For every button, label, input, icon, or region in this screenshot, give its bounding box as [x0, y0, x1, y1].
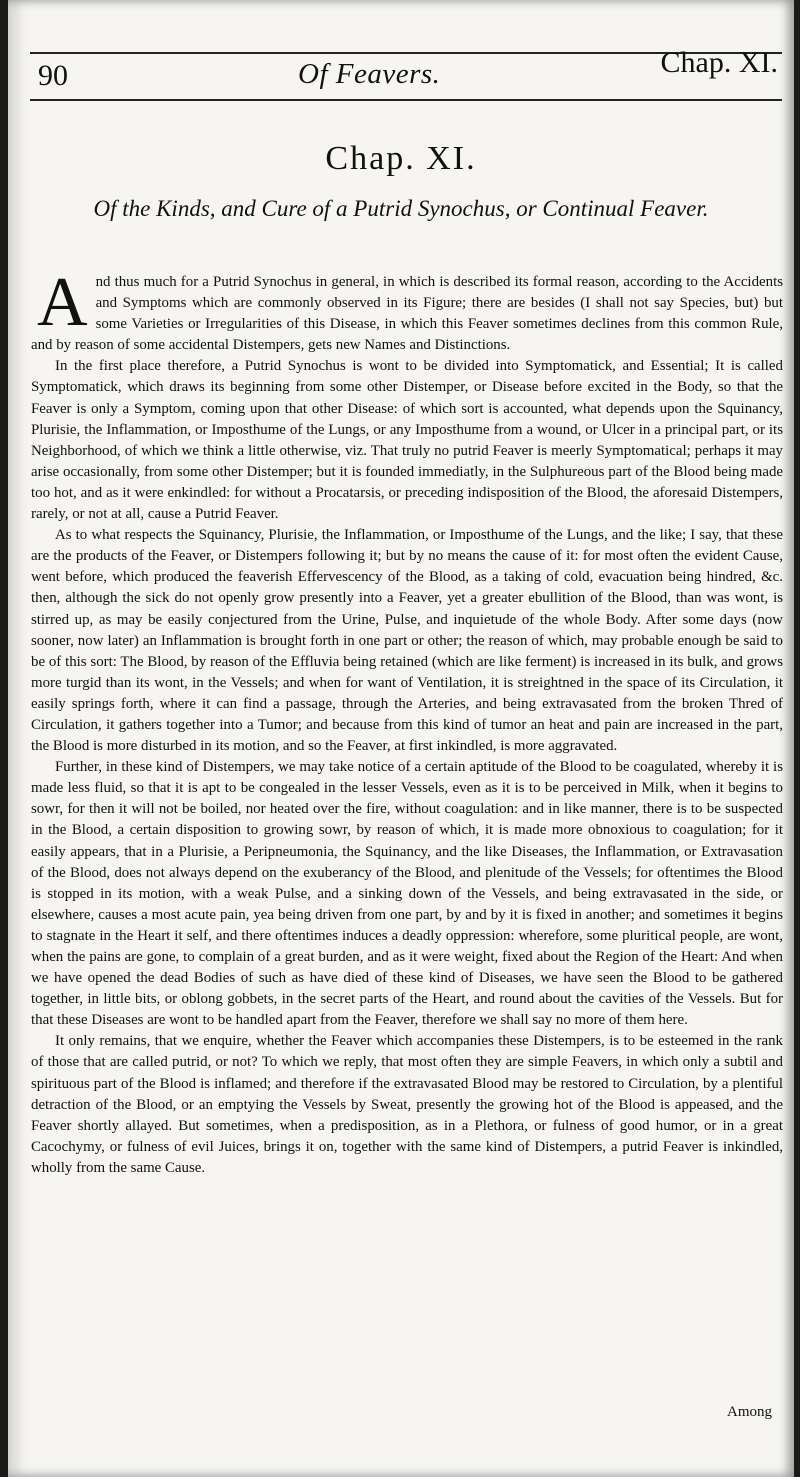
running-chapter: Chap. XI. [660, 46, 778, 79]
paragraph-1 [31, 264, 783, 356]
chapter-subtitle: Of the Kinds, and Cure of a Putrid Synochus, or Continual Feaver. [93, 196, 709, 221]
page-number: 90 [38, 59, 68, 92]
running-head [30, 46, 782, 99]
catchword: Among [727, 1404, 772, 1420]
paragraph-4: Further, in these kind of Distempers, we may take notice of a certain aptitude of the Blood to be coagulated, whereby it is made less fluid, so that it is apt to be congealed in the lesser Vessels, even as it is to be perceived in Milk, when it begins to sowr, for then it will not be boiled, nor heated over the fire, without coagulation: and in like manner, there is to be suspected in the Blood, a certain disposition to growing sowr, by reason of which, it is made more obnoxious to coagulation; for it easily appears, that in a Plurisie, a Peripneumonia, the Squinancy, and the like Diseases, the Inflammation, or Extravasation of the Blood, does not always depend on the exuberancy of the Blood, and plenitude of the Vessels; for oftentimes the Blood is stopped in its motion, with a weak Pulse, and a sinking down of the Vessels, and being extravasated in the side, or elsewhere, causes a most acute pain, yea being driven from one part, by and by it is fixed in another; and sometimes it begins to stagnate in the Heart it self, and there oftentimes induces a deadly oppression: wherefore, some pluritical people, are wont, when the pains are gone, to complain of a great burden, and as it were weight, fixed about the Region of the Heart: And when we have opened the dead Bodies of such as have died of these kind of Diseases, we have seen the Blood to be gathered together, in little bits, or oblong gobbets, in the secret parts of the Heart, and round about the cavities of the Vessels. But for that these Diseases are wont to be handled apart from the Feaver, therefore we shall say no more of them here. [31, 759, 783, 1029]
header-rule-bottom [30, 99, 782, 101]
book-page [8, 0, 794, 1477]
chapter-heading: Chap. XI. [325, 140, 477, 177]
body-text [31, 264, 783, 1179]
running-title: Of Feavers. [298, 58, 441, 90]
paragraph-2: In the first place therefore, a Putrid Synochus is wont to be divided into Symptomatick, and Essential; It is called Symptomatick, which draws its beginning from some other Distemper, or Disease before excited in the Body, so that the Feaver is only a Symptom, coming upon that other Disease: of which sort is accounted, what depends upon the Squinancy, Plurisie, the Inflammation, or Imposthume of the Lungs, or any Imposthume from a wound, or Ulcer in a principal part, or its Neighborhood, of which we think a little otherwise, viz. That truly no putrid Feaver is meerly Symptomatical; perhaps it may arise occasionally, from some other Distemper; but it is founded immediatly, in the Sulphureous part of the Blood being made too hot, and as it were enkindled: for without a Procatarsis, or preceding indisposition of the Blood, the aforesaid Distempers, rarely, or not at all, cause a Putrid Feaver. [31, 358, 783, 523]
paragraph-5: It only remains, that we enquire, whether the Feaver which accompanies these Distempers, is to be esteemed in the rank of those that are called putrid, or not? To which we reply, that most often they are simple Feavers, in which only a subtil and spirituous part of the Blood is inflamed; and therefore if the extravasated Blood may be restored to Circulation, by a plentiful detraction of the Blood, or an emptying the Vessels by Sweat, presently the growing hot of the Blood is appeased, and the Feaver shortly allayed. But sometimes, when a predisposition, as in a Plethora, or fulness of good humor, or in a great Cacochymy, or fulness of evil Juices, brings it on, together with the same kind of Distempers, a putrid Feaver is inkindled, wholly from the same Cause. [31, 1033, 783, 1176]
paragraph-1-text: nd thus much for a Putrid Synochus in general, in which is described its formal reason, according to the Accidents and Symptoms which are commonly observed in its Figure; there are besides (I shall not say Species, but) but some Varieties or Irregularities of this Disease, in which this Feaver sometimes declines from this common Rule, and by reason of some accidental Distempers, gets new Names and Distinctions. [31, 274, 783, 354]
drop-cap: A [37, 264, 88, 341]
paragraph-3: As to what respects the Squinancy, Plurisie, the Inflammation, or Imposthume of the Lungs, and the like; I say, that these are the products of the Feaver, or Distempers following it; but by no means the cause of it: for most often the evident Cause, went before, which produced the feaverish Effervescency of the Blood, as a taking of cold, evacuation being hindred, &c. then, although the sick do not openly grow presently into a Feaver, yet a greater ebullition of the Blood, than was wont, is stirred up, as may be easily conjectured from the Urine, Pulse, and inquietude of the whole Body. After some days (now sooner, now later) an Inflammation is brought forth in one part or other; the reason of which, may probable enough be said to be of this sort: The Blood, by reason of the Effluvia being retained (which are like ferment) is increased in its bulk, and grows more turgid than its wont, in the Vessels; and when for want of Ventilation, it is streightned in the space of its Circulation, it easily springs forth, where it can find a passage, through the Arteries, and being extravasated from the broken Thred of Circulation, it gathers together into a Tumor; and because from this kind of tumor an heat and pain are increased in the part, the Blood is more disturbed in its motion, and so the Feaver, at first inkindled, is more aggravated. [31, 527, 783, 755]
